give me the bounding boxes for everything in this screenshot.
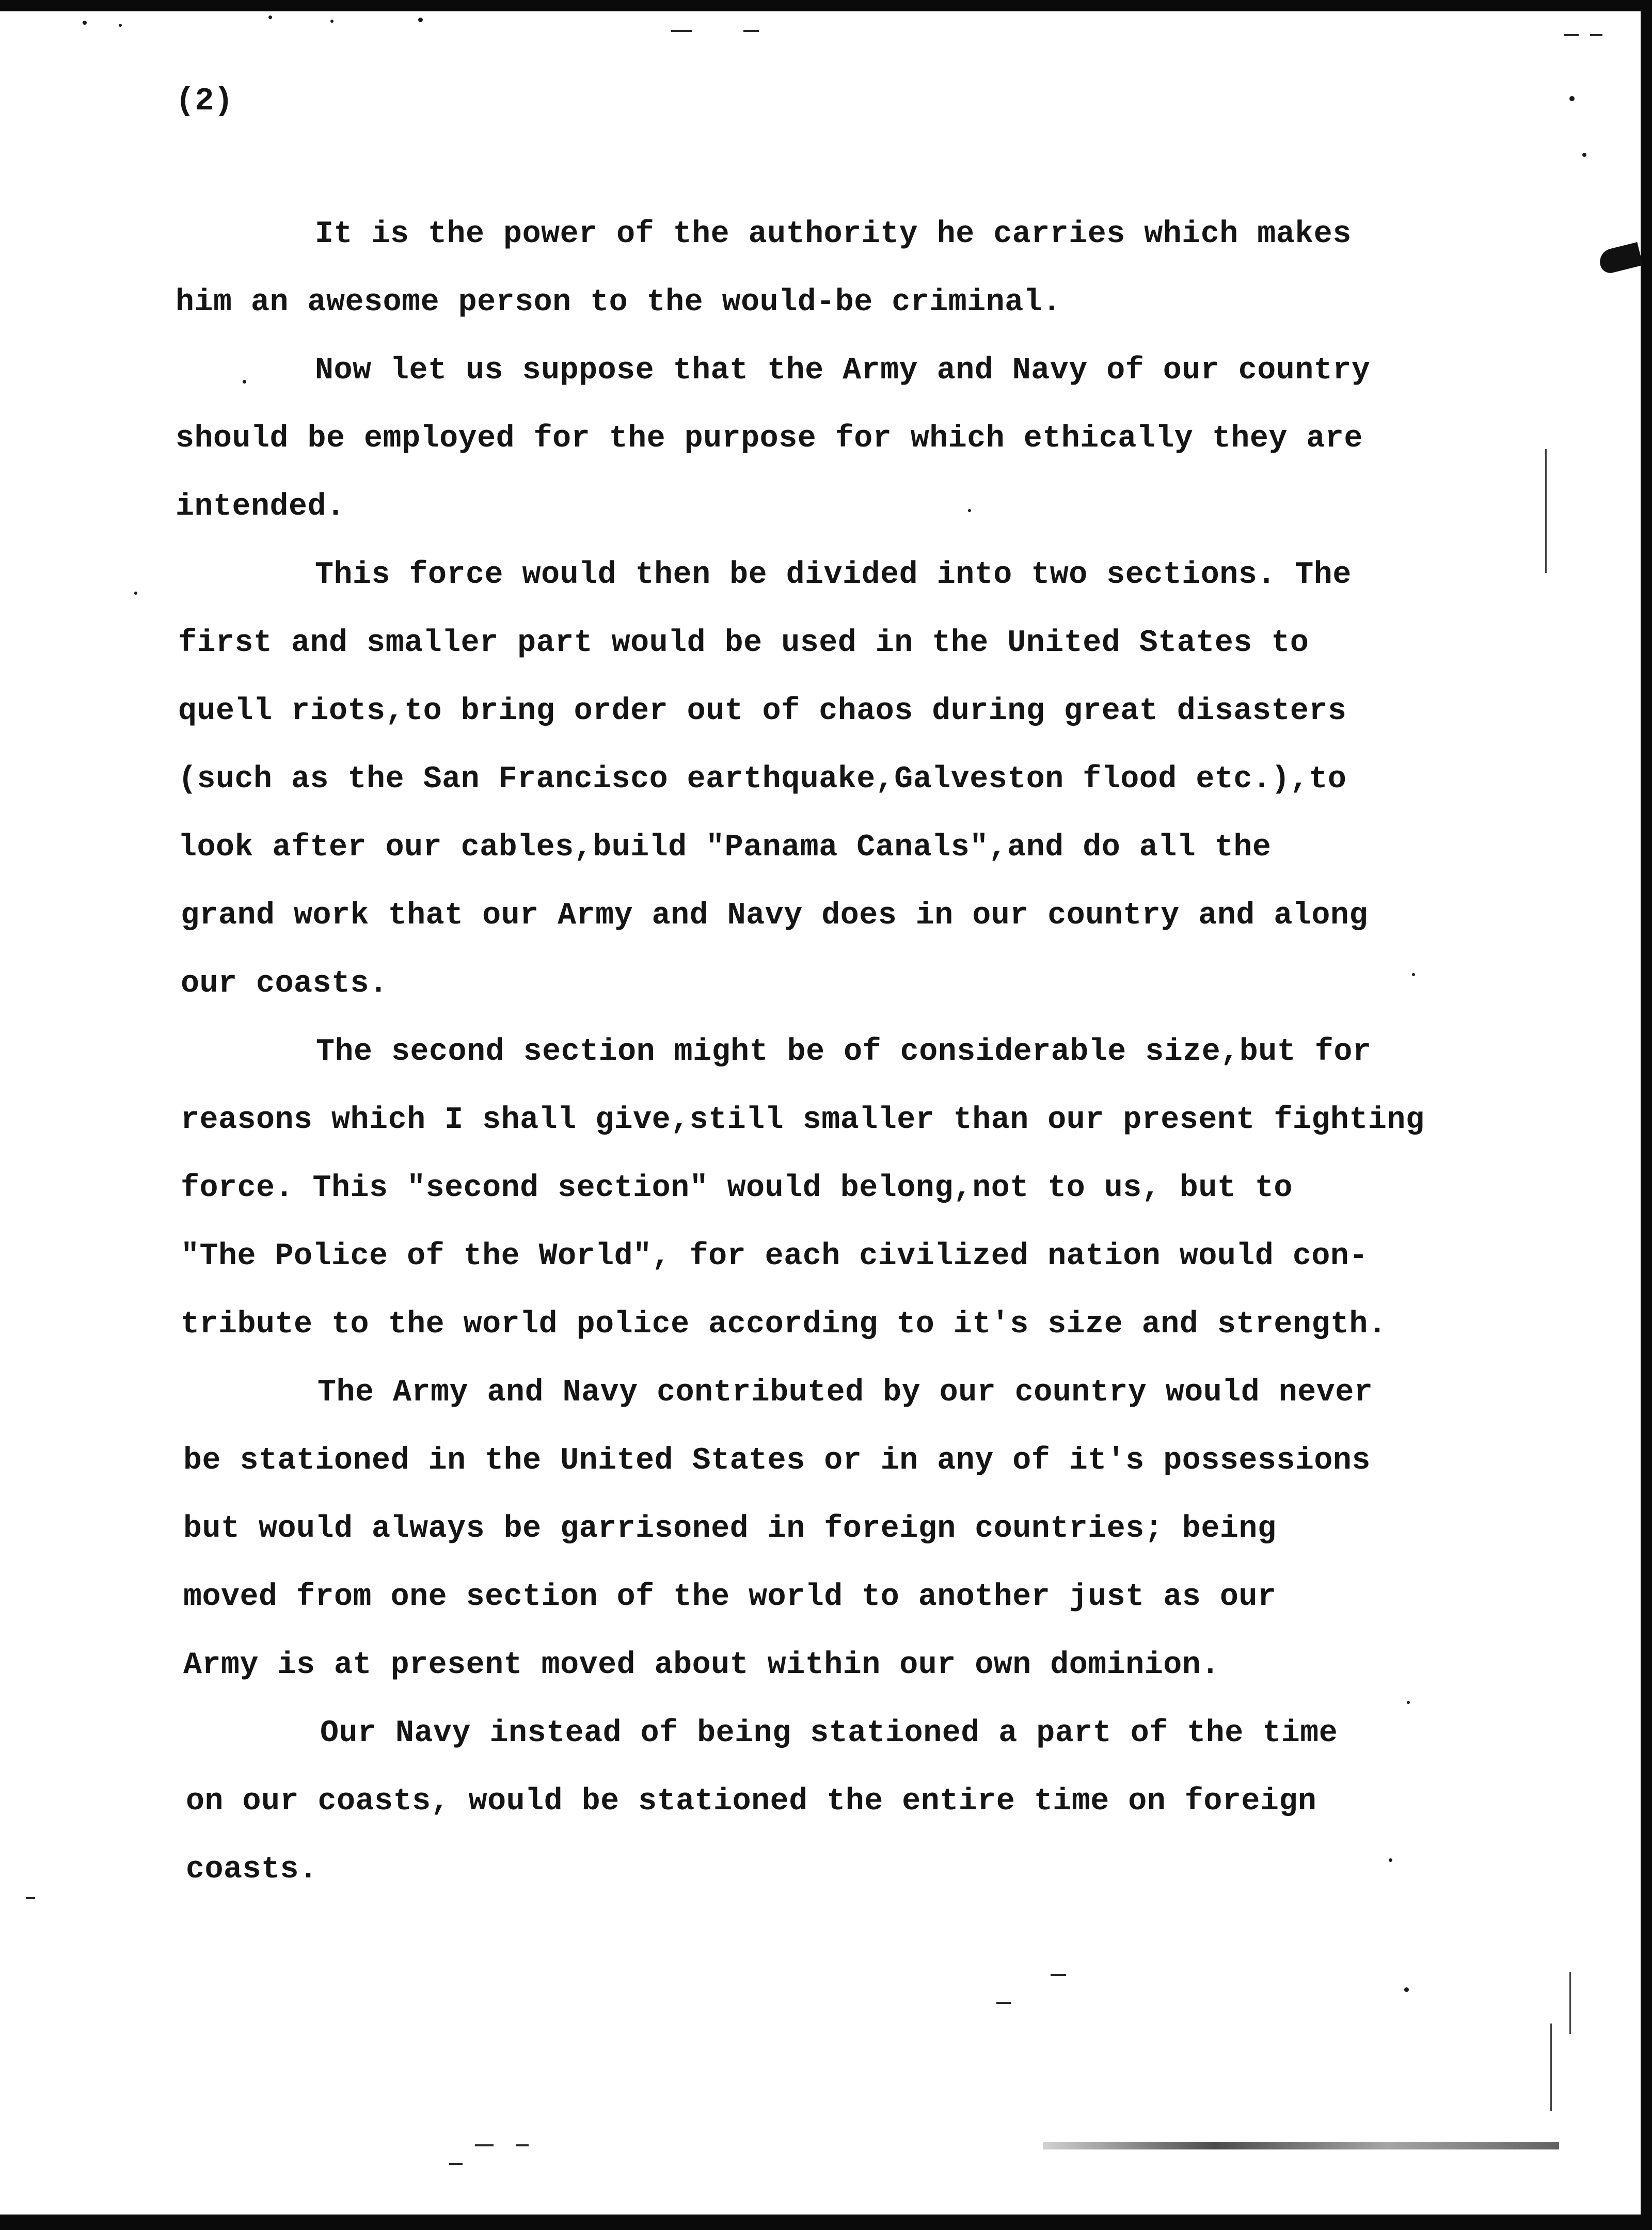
scan-speck [330,20,333,23]
scan-speck [1582,153,1586,157]
text-line: intended. [176,489,345,524]
text-line: but would always be garrisoned in foreign countries; being [183,1511,1277,1547]
scan-mark [1564,34,1579,36]
text-line: (such as the San Francisco earthquake,Galveston flood etc.),to [178,762,1347,797]
scan-mark [743,30,759,32]
scan-mark [516,2144,529,2146]
text-line: Army is at present moved about within our own dominion. [183,1648,1220,1683]
text-line: reasons which I shall give,still smaller than our present fighting [181,1103,1425,1138]
page-number: (2) [176,83,233,119]
scan-speck [119,24,122,27]
scan-speck [418,18,423,22]
scan-speck [1389,1858,1392,1862]
scan-speck [268,15,272,19]
text-line: force. This "second section" would belong,not to us, but to [181,1171,1293,1206]
scan-line [1545,449,1547,573]
scan-speck [243,380,246,384]
scan-border-top [0,0,1652,11]
text-line: Our Navy instead of being stationed a part of the time [320,1716,1338,1751]
text-line: look after our cables,build "Panama Canals",and do all the [178,830,1272,865]
scan-mark [26,1897,35,1899]
scan-speck [1569,96,1575,101]
text-line: him an awesome person to the would-be criminal. [176,285,1061,320]
text-line: be stationed in the United States or in any of it's possessions [183,1443,1371,1478]
ink-smudge [1597,242,1643,275]
scan-mark [1590,34,1602,36]
text-line: on our coasts, would be stationed the entire time on foreign [186,1784,1317,1819]
scan-speck [1407,1701,1410,1704]
scan-speck [83,21,87,25]
text-line: coasts. [186,1852,318,1887]
scan-mark [996,2002,1011,2004]
text-line: Now let us suppose that the Army and Navy of our country [315,353,1371,388]
scan-speck [1404,1987,1409,1992]
scan-line [1550,2024,1552,2111]
text-line: should be employed for the purpose for which ethically they are [176,421,1363,456]
text-line: tribute to the world police according to it's size and strength. [181,1307,1387,1342]
scan-mark [671,30,692,32]
scan-border-right [1641,0,1652,2230]
text-line: first and smaller part would be used in the United States to [178,626,1309,661]
scan-border-bottom [0,2215,1652,2230]
scan-line [1569,1972,1571,2034]
text-line: It is the power of the authority he carries which makes [315,217,1352,252]
scan-speck [134,592,137,595]
text-line: moved from one section of the world to another just as our [183,1580,1277,1615]
bottom-stain [1043,2142,1559,2149]
text-line: grand work that our Army and Navy does in our country and along [181,898,1368,933]
text-line: our coasts. [181,966,388,1001]
text-line: "The Police of the World", for each civilized nation would con- [181,1239,1368,1274]
text-line: quell riots,to bring order out of chaos during great disasters [178,694,1347,729]
scan-speck [968,509,971,512]
text-line: This force would then be divided into two sections. The [315,558,1352,593]
scan-speck [1412,973,1415,976]
text-line: The second section might be of considerable size,but for [316,1034,1372,1070]
scan-mark [449,2163,463,2165]
text-line: The Army and Navy contributed by our country would never [317,1375,1373,1410]
scan-mark [1051,1974,1066,1976]
scan-mark [475,2144,494,2146]
